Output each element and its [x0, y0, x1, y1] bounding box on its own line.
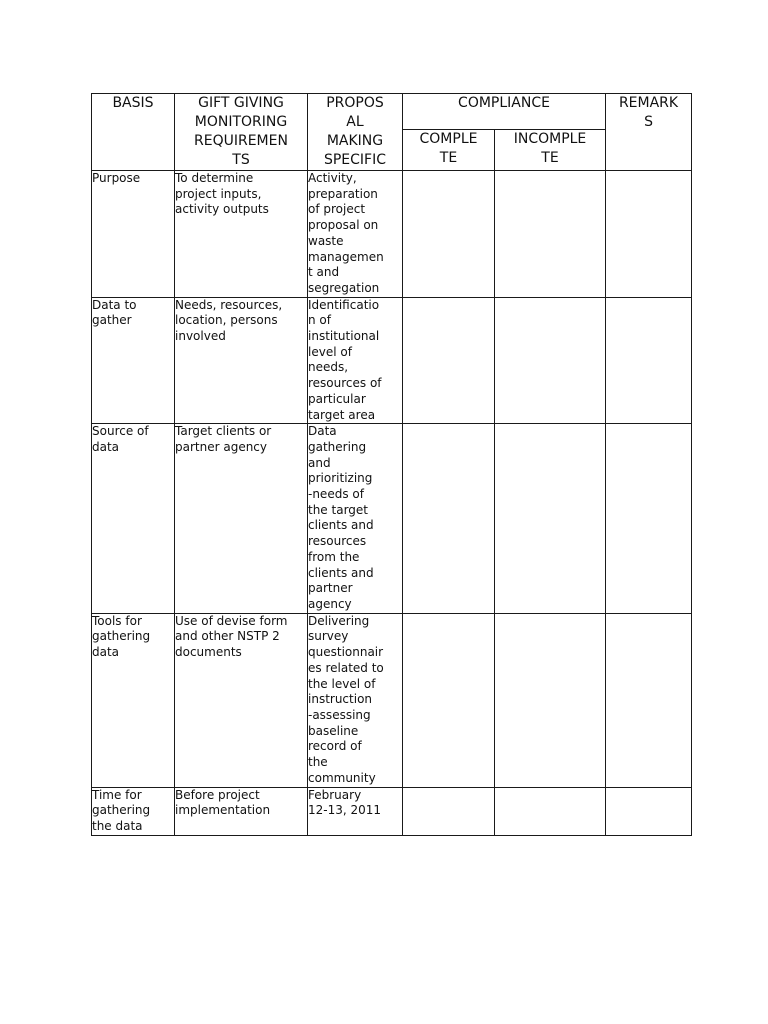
cell-proposal [308, 787, 403, 835]
cell-requirement-line: involved [175, 329, 226, 344]
cell-requirement-line: Before project [175, 787, 260, 802]
header-incomplete-line: INCOMPLE [513, 130, 587, 147]
cell-requirement-line: project inputs, [175, 186, 262, 201]
cell-requirement-line: implementation [175, 803, 271, 818]
cell-proposal-line: target area [308, 407, 376, 422]
cell-basis [92, 613, 175, 787]
cell-proposal [308, 613, 403, 787]
cell-proposal-line: resources [308, 534, 367, 549]
cell-complete [403, 613, 495, 787]
cell-proposal-line: Data [308, 424, 337, 439]
cell-incomplete [495, 171, 606, 298]
cell-proposal-line: waste [308, 233, 344, 248]
header-gift-giving-requirements [175, 94, 308, 171]
cell-proposal-line: managemen [308, 249, 384, 264]
cell-basis-line: gathering [92, 803, 151, 818]
cell-proposal [308, 297, 403, 424]
cell-requirement-line: location, persons [175, 313, 278, 328]
cell-proposal-line: instruction [308, 692, 373, 707]
cell-proposal-line: resources of [308, 376, 382, 391]
cell-basis-line: gather [92, 313, 132, 328]
cell-proposal-line: gathering [308, 439, 367, 454]
cell-proposal-line: and [308, 455, 331, 470]
header-basis-text: BASIS [112, 95, 154, 111]
cell-proposal-line: needs, [308, 360, 349, 375]
cell-basis-line: Source of [92, 424, 149, 439]
cell-requirement [175, 613, 308, 787]
cell-basis [92, 171, 175, 298]
cell-proposal-line: partner [308, 581, 353, 596]
cell-basis-line: Data to [92, 297, 137, 312]
cell-proposal-line: proposal on [308, 218, 379, 233]
header-compliance [403, 94, 606, 130]
cell-incomplete [495, 297, 606, 424]
header-incomplete [495, 129, 606, 170]
cell-requirement-line: activity outputs [175, 202, 269, 217]
cell-basis-line: gathering [92, 629, 151, 644]
cell-proposal-line: survey [308, 629, 349, 644]
cell-basis [92, 787, 175, 835]
gift-giving-monitoring-table [91, 93, 692, 836]
cell-basis [92, 424, 175, 613]
cell-complete [403, 787, 495, 835]
cell-proposal-line: -assessing [308, 707, 371, 722]
cell-requirement-line: partner agency [175, 439, 268, 454]
cell-proposal-line: agency [308, 596, 352, 611]
header-complete-line: COMPLE [419, 130, 478, 147]
header-proposal-line: SPECIFIC [323, 152, 387, 168]
cell-basis-line: data [92, 439, 120, 454]
cell-proposal-line: clients and [308, 518, 374, 533]
cell-proposal-line: -needs of [308, 487, 364, 502]
cell-proposal-line: 12-13, 2011 [308, 803, 382, 818]
cell-proposal-line: t and [308, 265, 340, 280]
header-incomplete-line: TE [541, 149, 559, 166]
cell-remarks [606, 297, 692, 424]
cell-requirement [175, 297, 308, 424]
cell-proposal-line: preparation [308, 186, 378, 201]
header-remarks-line: REMARK [618, 95, 679, 111]
cell-proposal-line: Delivering [308, 613, 370, 628]
header-remarks [606, 94, 692, 171]
header-remarks-line: S [644, 114, 653, 130]
cell-proposal-line: es related to [308, 660, 384, 675]
header-gift-line: MONITORING [194, 114, 288, 130]
cell-basis-line: Purpose [92, 171, 141, 185]
cell-basis-line: Tools for [92, 613, 142, 628]
cell-proposal-line: record of [308, 739, 362, 754]
cell-remarks [606, 171, 692, 298]
cell-requirement-line: documents [175, 645, 242, 660]
cell-basis [92, 297, 175, 424]
cell-proposal-line: Identificatio [308, 297, 380, 312]
header-proposal-making-specific [308, 94, 403, 171]
cell-requirement-line: Use of devise form [175, 613, 288, 628]
cell-proposal-line: n of [308, 313, 331, 328]
cell-complete [403, 424, 495, 613]
cell-proposal-line: the level of [308, 676, 376, 691]
cell-proposal-line: particular [308, 391, 366, 406]
table-row [92, 787, 692, 835]
cell-remarks [606, 613, 692, 787]
cell-requirement-line: and other NSTP 2 [175, 629, 280, 644]
cell-proposal-line: clients and [308, 565, 374, 580]
table-row [92, 297, 692, 424]
cell-remarks [606, 424, 692, 613]
cell-requirement [175, 171, 308, 298]
cell-proposal-line: the [308, 755, 328, 770]
header-proposal-line: PROPOS [326, 95, 384, 111]
cell-basis-line: the data [92, 819, 143, 834]
cell-proposal [308, 424, 403, 613]
table-row [92, 171, 692, 298]
cell-incomplete [495, 787, 606, 835]
header-gift-line: GIFT GIVING [198, 95, 284, 111]
header-gift-line: REQUIREMEN [194, 133, 288, 149]
cell-proposal-line: level of [308, 344, 352, 359]
table-header [92, 94, 692, 171]
header-complete [403, 129, 495, 170]
cell-requirement-line: Target clients or [175, 424, 272, 439]
cell-proposal-line: Activity, [308, 171, 357, 185]
header-gift-line: TS [232, 152, 250, 168]
cell-proposal-line: prioritizing [308, 471, 373, 486]
cell-complete [403, 171, 495, 298]
cell-proposal-line: February [308, 787, 362, 802]
header-compliance-text: COMPLIANCE [458, 95, 550, 111]
table-row [92, 424, 692, 613]
header-basis [92, 94, 175, 171]
cell-incomplete [495, 613, 606, 787]
cell-incomplete [495, 424, 606, 613]
cell-proposal-line: institutional [308, 329, 380, 344]
cell-proposal-line: baseline [308, 723, 359, 738]
cell-proposal-line: from the [308, 549, 360, 564]
table-body [92, 171, 692, 836]
header-complete-line: TE [439, 149, 458, 166]
header-proposal-line: MAKING [326, 133, 384, 149]
header-proposal-line: AL [346, 114, 364, 130]
cell-complete [403, 297, 495, 424]
cell-requirement-line: Needs, resources, [175, 297, 283, 312]
cell-proposal-line: questionnair [308, 645, 384, 660]
cell-requirement-line: To determine [175, 171, 254, 185]
cell-requirement [175, 787, 308, 835]
cell-remarks [606, 787, 692, 835]
cell-proposal [308, 171, 403, 298]
cell-basis-line: Time for [92, 787, 142, 802]
table-row [92, 613, 692, 787]
cell-proposal-line: segregation [308, 280, 380, 295]
cell-basis-line: data [92, 645, 120, 660]
cell-requirement [175, 424, 308, 613]
cell-proposal-line: community [308, 770, 376, 785]
cell-proposal-line: of project [308, 202, 366, 217]
cell-proposal-line: the target [308, 502, 368, 517]
